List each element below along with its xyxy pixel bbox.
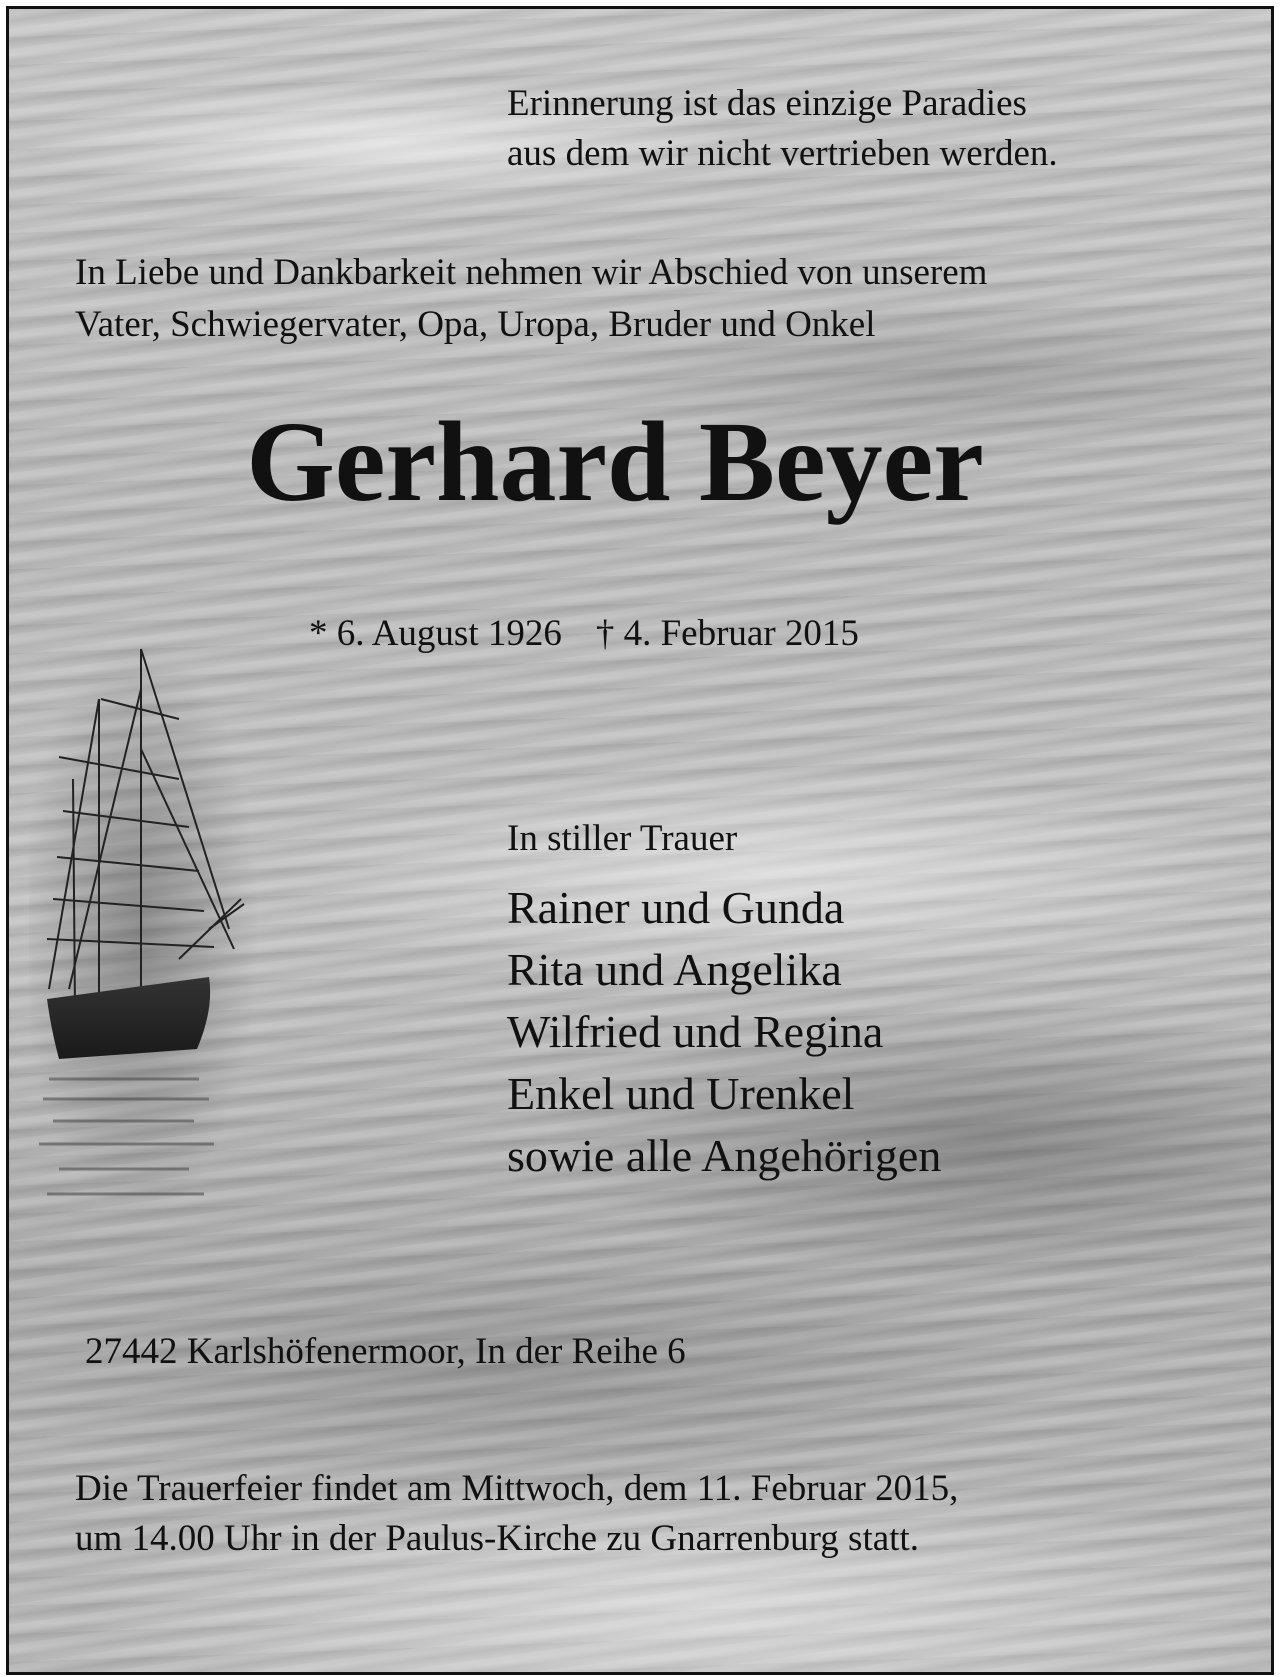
funeral-service-info [75,1464,958,1564]
birth-date: * 6. August 1926 [309,613,562,654]
obituary-notice [6,6,1274,1675]
mourner-entry: Rainer und Gunda [507,882,845,933]
sailing-ship-icon [29,629,259,1269]
mourning-label: In stiller Trauer [507,818,738,859]
mourner-entry: Wilfried und Regina [507,1006,884,1057]
death-date: † 4. Februar 2015 [595,613,859,654]
service-line: um 14.00 Uhr in der Paulus-Kirche zu Gnarrenburg statt. [75,1518,919,1559]
service-line: Die Trauerfeier findet am Mittwoch, dem 11. Februar 2015, [75,1468,959,1509]
mourners-list [507,877,941,1187]
intro-line: In Liebe und Dankbarkeit nehmen wir Abschied von unserem [75,252,988,293]
life-dates [309,609,859,659]
deceased-name: Gerhard Beyer [246,398,984,525]
memorial-quote [507,79,1058,179]
quote-line: Erinnerung ist das einzige Paradies [507,83,1027,124]
intro-line: Vater, Schwiegervater, Opa, Uropa, Bruder und Onkel [75,304,876,345]
mourner-entry: Rita und Angelika [507,944,842,995]
farewell-intro [75,247,987,351]
quote-line: aus dem wir nicht vertrieben werden. [507,133,1058,174]
mourner-entry: sowie alle Angehörigen [507,1130,942,1181]
mourner-entry: Enkel und Urenkel [507,1068,855,1119]
family-address: 27442 Karlshöfenermoor, In der Reihe 6 [85,1331,686,1372]
